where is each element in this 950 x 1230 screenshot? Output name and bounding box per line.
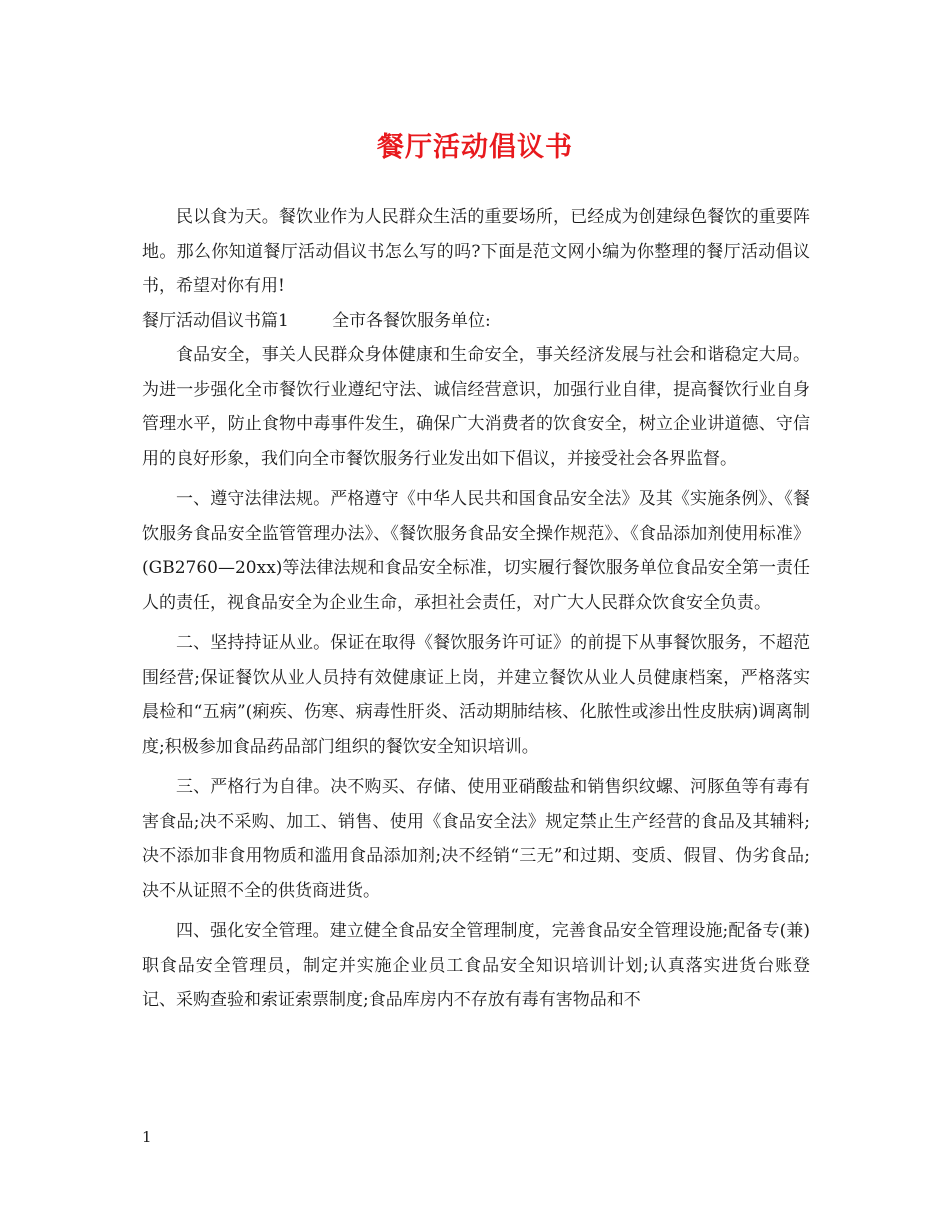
section-heading-line xyxy=(142,304,810,339)
body-paragraph: 一、遵守法律法规。严格遵守《中华人民共和国食品安全法》及其《实施条例》、《餐饮服务食品安全监管管理办法》、《餐饮服务食品安全操作规范》、《食品添加剂使用标准》(GB2760—20xx)等法律法规和食品安全标准，切实履行餐饮服务单位食品安全第一责任人的责任，视食品安全为企业生命，承担社会责任，对广大人民群众饮食安全负责。 xyxy=(142,489,810,613)
document-body xyxy=(142,200,810,1018)
body-paragraph: 三、严格行为自律。决不购买、存储、使用亚硝酸盐和销售织纹螺、河豚鱼等有毒有害食品;决不采购、加工、销售、使用《食品安全法》规定禁止生产经营的食品及其辅料;决不添加非食用物质和滥用食品添加剂;决不经销“三无”和过期、变质、假冒、伪劣食品;决不从证照不全的供货商进货。 xyxy=(142,777,810,901)
body-paragraph: 食品安全，事关人民群众身体健康和生命安全，事关经济发展与社会和谐稳定大局。为进一步强化全市餐饮行业遵纪守法、诚信经营意识，加强行业自律，提高餐饮行业自身管理水平，防止食物中毒事件发生，确保广大消费者的饮食安全，树立企业讲道德、守信用的良好形象，我们向全市餐饮服务行业发出如下倡议，并接受社会各界监督。 xyxy=(142,345,810,469)
page-number: 1 xyxy=(142,1128,152,1146)
body-paragraph: 四、强化安全管理。建立健全食品安全管理制度，完善食品安全管理设施;配备专(兼)职食品安全管理员，制定并实施企业员工食品安全知识培训计划;认真落实进货台账登记、采购查验和索证索票制度;食品库房内不存放有毒有害物品和不 xyxy=(142,921,810,1010)
intro-paragraph: 民以食为天。餐饮业作为人民群众生活的重要场所，已经成为创建绿色餐饮的重要阵地。那么你知道餐厅活动倡议书怎么写的吗?下面是范文网小编为你整理的餐厅活动倡议书，希望对你有用! xyxy=(142,207,810,296)
document-title: 餐厅活动倡议书 xyxy=(377,132,573,163)
addressee: 全市各餐饮服务单位: xyxy=(332,310,491,331)
section-heading: 餐厅活动倡议书篇1 xyxy=(142,310,289,331)
body-paragraph: 二、坚持持证从业。保证在取得《餐饮服务许可证》的前提下从事餐饮服务，不超范围经营;保证餐饮从业人员持有效健康证上岗，并建立餐饮从业人员健康档案，严格落实晨检和“五病”(痢疾、伤寒、病毒性肝炎、活动期肺结核、化脓性或渗出性皮肤病)调离制度;积极参加食品药品部门组织的餐饮安全知识培训。 xyxy=(142,633,810,757)
